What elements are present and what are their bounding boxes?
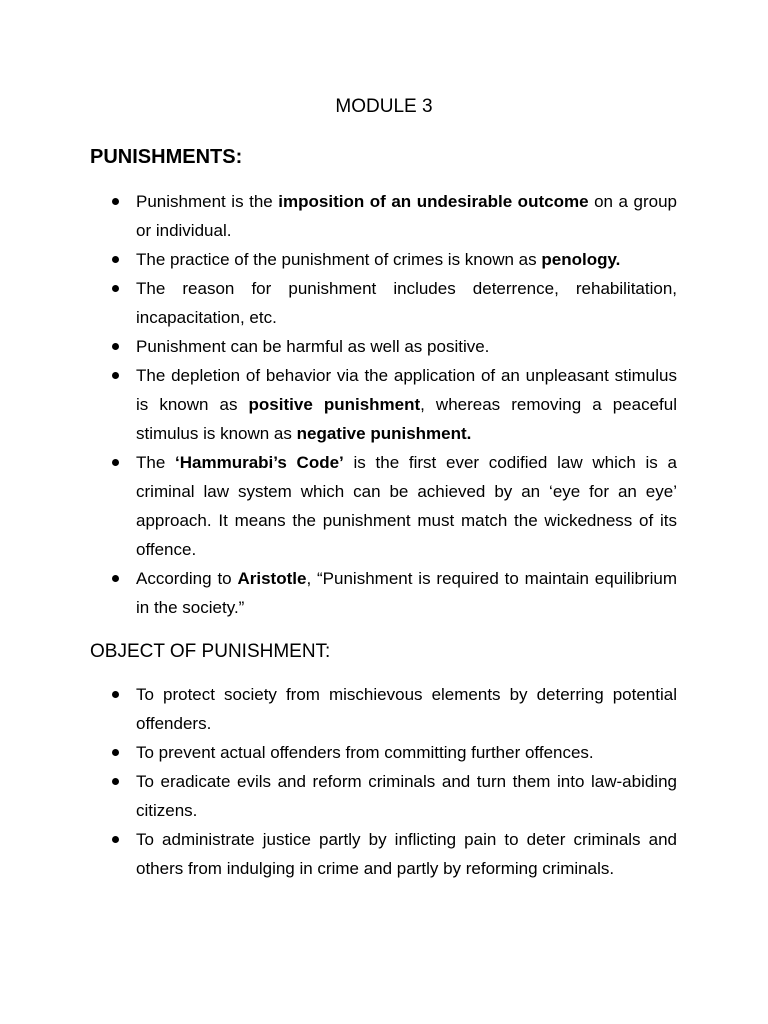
module-title: MODULE 3 [335,96,433,117]
bullet-icon [112,343,119,350]
list-item [136,448,677,564]
bullet-icon [112,198,119,205]
list-item-text [136,192,677,240]
bold-text-run: imposition of an undesirable outcome [278,192,589,211]
list-item-text [136,366,677,443]
list-item [136,245,677,274]
bullet-icon [112,459,119,466]
list-item [136,767,677,825]
list-item-text [136,830,677,878]
list-item [136,825,677,883]
list-item [136,274,677,332]
bold-text-run: ‘Hammurabi’s Code’ [175,453,344,472]
list-item-text [136,453,677,559]
list-item-text [136,250,620,269]
text-run: According to [136,569,238,588]
bullet-icon [112,372,119,379]
text-run: To eradicate evils and reform criminals and turn them into law-abiding citizens. [136,772,677,820]
object-of-punishment-list [136,680,677,883]
bold-text-run: Aristotle [237,569,307,588]
text-run: on a group or individual. [136,192,677,240]
bullet-icon [112,256,119,263]
list-item-text [136,685,677,733]
bullet-icon [112,836,119,843]
list-item-text [136,772,677,820]
text-run: , “Punishment is required to maintain equilibrium in the society.” [136,569,677,617]
bullet-icon [112,749,119,756]
section-heading-punishments: PUNISHMENTS: [90,146,243,168]
bold-text-run: positive punishment [248,395,421,414]
list-item-text [136,279,677,327]
text-run: The reason for punishment includes deterrence, rehabilitation, incapacitation, etc. [136,279,677,327]
text-run: To protect society from mischievous elements by deterring potential offenders. [136,685,677,733]
text-run: To administrate justice partly by inflicting pain to deter criminals and others from indulging in crime and partly by reforming criminals. [136,830,677,878]
list-item [136,680,677,738]
text-run: The [136,453,176,472]
bullet-icon [112,778,119,785]
text-run: Punishment can be harmful as well as positive. [136,337,490,356]
list-item-text [136,569,677,617]
list-item [136,187,677,245]
bullet-icon [112,575,119,582]
list-item [136,564,677,622]
bold-text-run: penology. [541,250,621,269]
text-run: To prevent actual offenders from committing further offences. [136,743,594,762]
section-heading-object-of-punishment: OBJECT OF PUNISHMENT: [90,641,331,662]
text-run: The practice of the punishment of crimes is known as [136,250,542,269]
bullet-icon [112,691,119,698]
bold-text-run: negative punishment. [296,424,472,443]
list-item [136,361,677,448]
list-item [136,738,677,767]
text-run: Punishment is the [136,192,279,211]
list-item-text [136,337,489,356]
text-run: The depletion of behavior via the application of an unpleasant stimulus is known as [136,366,677,414]
text-run: is the first ever codified law which is a criminal law system which can be achieved by an ‘eye for an eye’ approach. It means the punishment must match the wickedness of its offence. [136,453,677,559]
punishments-list [136,187,677,622]
text-run: , whereas removing a peaceful stimulus is known as [136,395,677,443]
list-item-text [136,743,594,762]
list-item [136,332,677,361]
bullet-icon [112,285,119,292]
